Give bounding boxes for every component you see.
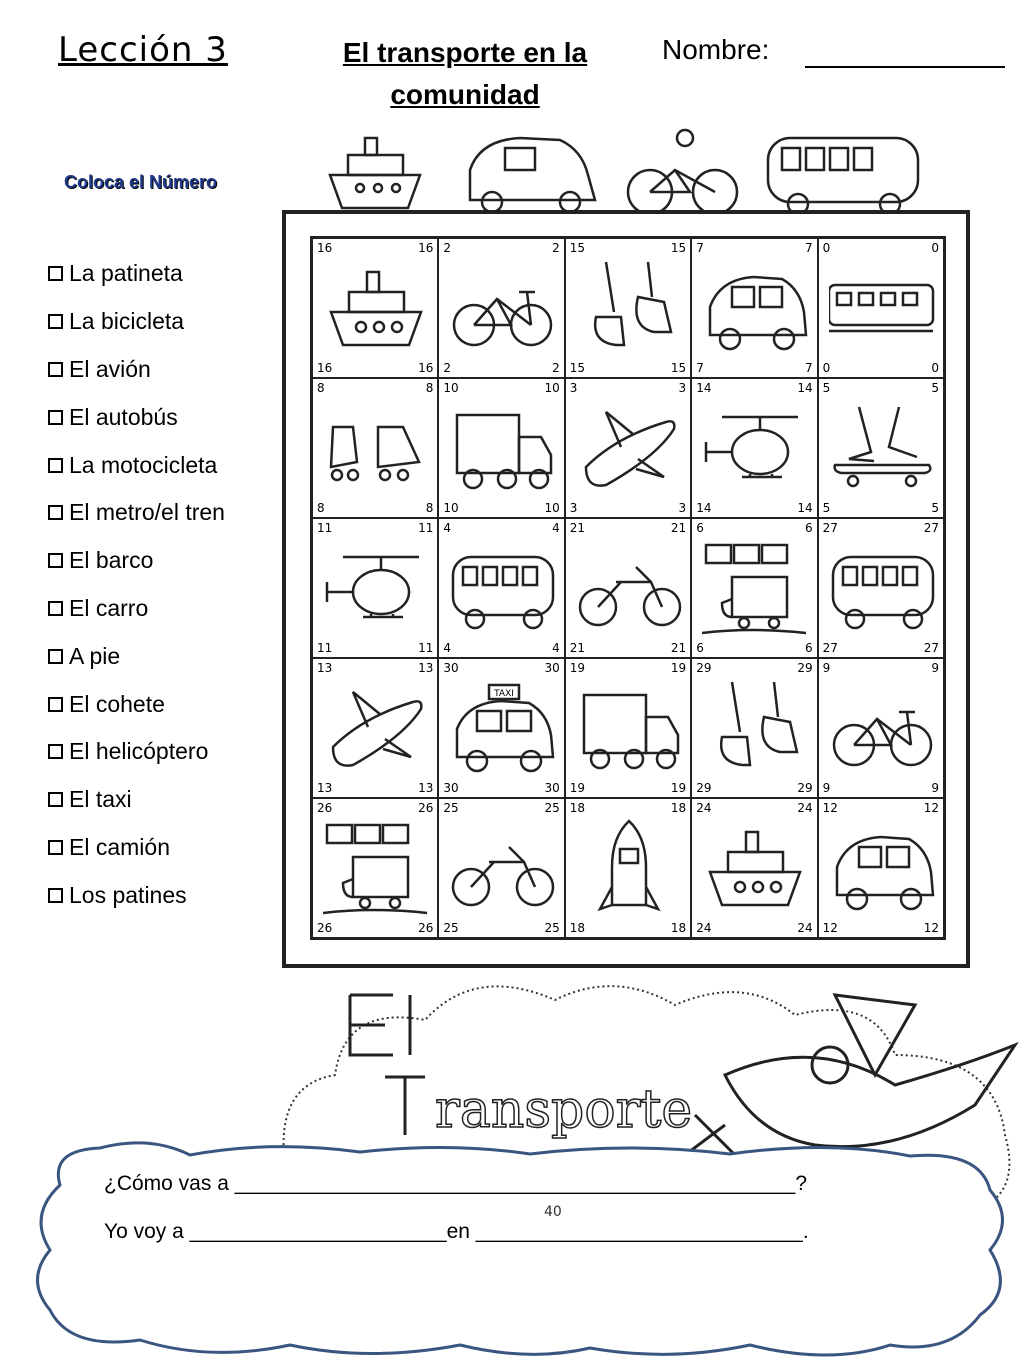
checkbox-icon[interactable] — [48, 792, 63, 807]
checkbox-icon[interactable] — [48, 362, 63, 377]
cell-number: 24 — [797, 801, 813, 815]
cell-number: 15 — [670, 361, 687, 375]
vocab-item[interactable] — [48, 393, 225, 441]
cell-number: 14 — [797, 381, 813, 395]
cell-number: 7 — [696, 241, 704, 255]
cell-number: 21 — [569, 641, 586, 655]
grid-cell — [312, 238, 438, 378]
answer-sentence — [104, 1220, 809, 1244]
car-icon — [702, 257, 808, 357]
cell-number: 29 — [797, 661, 813, 675]
grid-cell — [818, 518, 944, 658]
cell-number: 14 — [797, 501, 813, 515]
cell-number: 27 — [822, 521, 838, 535]
grid-cell — [312, 798, 438, 938]
airplane-icon — [323, 677, 429, 777]
walking-feet-icon — [576, 257, 682, 357]
cell-number: 2 — [443, 241, 452, 255]
cell-number: 18 — [569, 921, 586, 935]
checkbox-icon[interactable] — [48, 649, 63, 664]
cell-number: 2 — [552, 361, 560, 375]
cell-number: 18 — [569, 801, 586, 815]
checkbox-icon[interactable] — [48, 410, 63, 425]
vocab-item[interactable] — [48, 585, 225, 633]
cell-number: 3 — [569, 501, 578, 515]
cell-number: 14 — [696, 501, 712, 515]
q2-destination-line[interactable]: ______________________ — [189, 1220, 447, 1243]
cell-number: 18 — [670, 801, 687, 815]
cell-number: 6 — [804, 641, 813, 655]
rocket-icon — [576, 817, 682, 917]
vocab-item[interactable] — [48, 537, 225, 585]
q1-suffix: ? — [795, 1172, 808, 1195]
grid-cell — [691, 238, 817, 378]
bus-icon — [829, 537, 935, 637]
cell-number: 3 — [569, 381, 578, 395]
cell-number: 7 — [804, 361, 813, 375]
grid-cell — [312, 378, 438, 518]
cell-number: 4 — [552, 641, 560, 655]
cell-number: 10 — [544, 381, 560, 395]
helicopter-icon — [702, 397, 808, 497]
cell-number: 5 — [822, 501, 831, 515]
vocab-label: El camión — [69, 833, 170, 860]
vocab-item[interactable] — [48, 728, 225, 776]
grid-cell — [818, 798, 944, 938]
cell-number: 10 — [443, 381, 459, 395]
cell-number: 2 — [552, 241, 560, 255]
subway-train-icon — [829, 257, 935, 357]
cell-number: 19 — [670, 661, 687, 675]
cell-number: 12 — [923, 921, 939, 935]
vocab-label: La patineta — [69, 260, 183, 287]
grid-cell — [565, 798, 691, 938]
walking-feet-icon — [702, 677, 808, 777]
vocab-item[interactable] — [48, 871, 225, 919]
top-vehicles-illustration — [320, 120, 940, 220]
checkbox-icon[interactable] — [48, 840, 63, 855]
name-label: Nombre: — [662, 34, 770, 65]
grid-cell — [312, 518, 438, 658]
vocab-label: El barco — [69, 547, 154, 574]
vocab-item[interactable] — [48, 824, 225, 872]
cell-number: 24 — [696, 801, 712, 815]
grid-cell — [565, 658, 691, 798]
cell-number: 9 — [931, 661, 939, 675]
cell-number: 8 — [317, 501, 325, 515]
vocab-label: Los patines — [69, 881, 187, 908]
cell-number: 13 — [418, 781, 434, 795]
lesson-number: Lección 3 — [58, 30, 228, 70]
cell-number: 13 — [418, 661, 434, 675]
cell-number: 18 — [670, 921, 687, 935]
cell-number: 12 — [923, 801, 939, 815]
q1-answer-line[interactable]: ________________________________________________ — [234, 1172, 796, 1195]
truck-icon — [449, 397, 555, 497]
cell-number: 9 — [822, 661, 831, 675]
cell-number: 16 — [418, 361, 434, 375]
vocab-item[interactable] — [48, 250, 225, 298]
cell-number: 29 — [797, 781, 813, 795]
grid-cell — [691, 378, 817, 518]
cell-number: 16 — [317, 241, 333, 255]
cell-number: 3 — [678, 381, 687, 395]
cell-number: 8 — [425, 381, 434, 395]
grid-cell — [565, 378, 691, 518]
cell-number: 3 — [678, 501, 687, 515]
cell-number: 12 — [822, 801, 838, 815]
cell-number: 26 — [317, 801, 333, 815]
checkbox-icon[interactable] — [48, 266, 63, 281]
q2-suffix: . — [802, 1220, 809, 1243]
motorcycle-icon — [576, 537, 682, 637]
cell-number: 4 — [443, 521, 452, 535]
ship-icon — [323, 257, 429, 357]
train-icon — [323, 817, 429, 917]
skateboard-icon — [829, 397, 935, 497]
bicycle-icon — [829, 677, 935, 777]
page-title: El transporte en la comunidad — [342, 37, 588, 110]
car-icon — [829, 817, 935, 917]
cell-number: 16 — [317, 361, 333, 375]
cell-number: 5 — [931, 501, 939, 515]
cell-number: 29 — [696, 781, 712, 795]
question-how-do-you-go — [104, 1172, 807, 1196]
picture-grid — [310, 236, 946, 940]
helicopter-icon — [323, 537, 429, 637]
vocabulary-checklist — [48, 250, 225, 919]
cell-number: 30 — [544, 781, 560, 795]
grid-cell — [438, 658, 564, 798]
vocab-label: El avión — [69, 355, 151, 382]
vocab-label: El autobús — [69, 403, 178, 430]
cell-number: 0 — [931, 241, 939, 255]
cell-number: 19 — [569, 781, 586, 795]
grid-cell — [312, 658, 438, 798]
roller-skates-icon — [323, 397, 429, 497]
grid-cell — [818, 238, 944, 378]
checkbox-icon[interactable] — [48, 505, 63, 520]
q2-prefix: Yo voy a — [104, 1220, 184, 1243]
q2-transport-line[interactable]: ____________________________ — [475, 1220, 803, 1243]
page-number: 40 — [544, 1204, 562, 1220]
ship-icon — [702, 817, 808, 917]
taxi-icon — [449, 677, 555, 777]
vocab-item[interactable] — [48, 632, 225, 680]
grid-cell — [818, 378, 944, 518]
cell-number: 29 — [696, 661, 712, 675]
checkbox-icon[interactable] — [48, 744, 63, 759]
cell-number: 10 — [544, 501, 560, 515]
picture-grid-frame — [282, 210, 970, 968]
cell-number: 12 — [822, 921, 838, 935]
cell-number: 27 — [923, 641, 939, 655]
q2-mid: en — [446, 1220, 470, 1243]
cell-number: 30 — [443, 661, 459, 675]
cell-number: 19 — [670, 781, 687, 795]
grid-cell — [438, 378, 564, 518]
cell-number: 19 — [569, 661, 586, 675]
vocab-label: La motocicleta — [69, 451, 218, 478]
cell-number: 14 — [696, 381, 712, 395]
cell-number: 11 — [317, 641, 333, 655]
cell-number: 5 — [822, 381, 831, 395]
cell-number: 7 — [696, 361, 704, 375]
vocab-item[interactable] — [48, 489, 225, 537]
cell-number: 15 — [670, 241, 687, 255]
cell-number: 15 — [569, 361, 586, 375]
vocab-label: La bicicleta — [69, 308, 185, 335]
grid-cell — [691, 798, 817, 938]
grid-cell — [691, 518, 817, 658]
instructions: Coloca el Número — [64, 172, 218, 192]
vocab-item[interactable] — [48, 441, 225, 489]
cell-number: 25 — [544, 801, 560, 815]
truck-icon — [576, 677, 682, 777]
bus-icon — [449, 537, 555, 637]
checkbox-icon[interactable] — [48, 601, 63, 616]
cell-number: 25 — [544, 921, 560, 935]
cell-number: 26 — [418, 801, 434, 815]
cell-number: 15 — [569, 241, 586, 255]
cell-number: 25 — [443, 921, 459, 935]
bicycle-icon — [449, 257, 555, 357]
cell-number: 8 — [425, 501, 434, 515]
grid-cell — [818, 658, 944, 798]
checkbox-icon[interactable] — [48, 314, 63, 329]
grid-cell — [438, 798, 564, 938]
name-blank-line[interactable] — [805, 66, 1005, 68]
vocab-label: El carro — [69, 594, 149, 621]
cell-number: 16 — [418, 241, 434, 255]
cell-number: 26 — [317, 921, 333, 935]
cell-number: 11 — [418, 521, 434, 535]
svg-text:ransporte: ransporte — [435, 1080, 693, 1140]
cell-number: 13 — [317, 781, 333, 795]
cell-number: 0 — [822, 241, 831, 255]
cell-number: 27 — [822, 641, 838, 655]
vocab-item[interactable] — [48, 298, 225, 346]
grid-cell — [565, 238, 691, 378]
grid-cell — [565, 518, 691, 658]
cell-number: 24 — [696, 921, 712, 935]
vocab-item[interactable] — [48, 680, 225, 728]
cell-number: 6 — [696, 641, 704, 655]
cell-number: 10 — [443, 501, 459, 515]
q1-prefix: ¿Cómo vas a — [104, 1172, 229, 1195]
vocab-label: El helicóptero — [69, 738, 209, 765]
cell-number: 13 — [317, 661, 333, 675]
motorcycle-icon — [449, 817, 555, 917]
cell-number: 0 — [931, 361, 939, 375]
cell-number: 11 — [418, 641, 434, 655]
cell-number: 0 — [822, 361, 831, 375]
cell-number: 21 — [670, 521, 687, 535]
vocab-label: A pie — [69, 642, 121, 669]
vocab-item[interactable] — [48, 776, 225, 824]
cell-number: 9 — [822, 781, 831, 795]
cell-number: 2 — [443, 361, 452, 375]
vocab-label: El metro/el tren — [69, 499, 225, 526]
cell-number: 11 — [317, 521, 333, 535]
cell-number: 6 — [696, 521, 704, 535]
vocab-label: El taxi — [69, 786, 132, 813]
cell-number: 30 — [443, 781, 459, 795]
cell-number: 25 — [443, 801, 459, 815]
taxi-sign-text: TAXI — [494, 689, 515, 699]
cell-number: 6 — [804, 521, 813, 535]
cell-number: 4 — [443, 641, 452, 655]
grid-cell — [691, 658, 817, 798]
train-icon — [702, 537, 808, 637]
vocab-label: El cohete — [69, 690, 165, 717]
airplane-icon — [576, 397, 682, 497]
cell-number: 5 — [931, 381, 939, 395]
cell-number: 27 — [923, 521, 939, 535]
checkbox-icon[interactable] — [48, 697, 63, 712]
cell-number: 8 — [317, 381, 325, 395]
cell-number: 4 — [552, 521, 560, 535]
cell-number: 21 — [569, 521, 586, 535]
vocab-item[interactable] — [48, 346, 225, 394]
cell-number: 9 — [931, 781, 939, 795]
grid-cell — [438, 238, 564, 378]
cell-number: 21 — [670, 641, 687, 655]
cell-number: 30 — [544, 661, 560, 675]
cell-number: 26 — [418, 921, 434, 935]
cell-number: 24 — [797, 921, 813, 935]
checkbox-icon[interactable] — [48, 888, 63, 903]
cell-number: 7 — [804, 241, 813, 255]
checkbox-icon[interactable] — [48, 553, 63, 568]
checkbox-icon[interactable] — [48, 458, 63, 473]
grid-cell — [438, 518, 564, 658]
